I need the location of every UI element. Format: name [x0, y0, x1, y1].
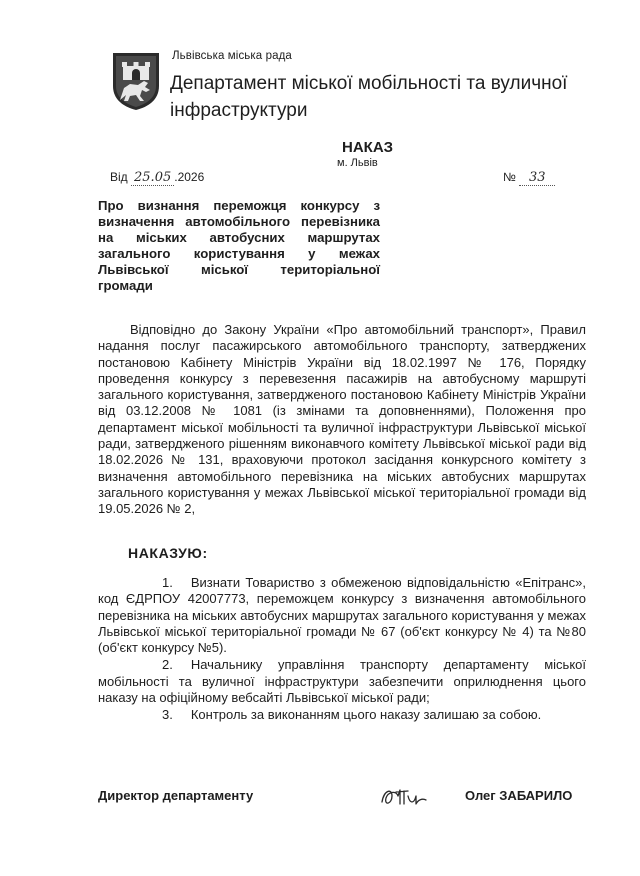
- date-year: .2026: [174, 170, 205, 184]
- signatory-name: Олег ЗАБАРИЛО: [465, 788, 573, 803]
- order-preamble: Відповідно до Закону України «Про автомобільний транспорт», Правил надання послуг пасажирського автомобільного транспорту, затверджених постановою Кабінету Міністрів України від 18.02.1997 № 176, Порядку проведення конкурсу з перевезення пасажирів на автобусному маршруті загального користування, затвердженого постановою Кабінету Міністрів України від 03.12.2008 № 1081 (із змінами та доповненнями), Положення про департамент міської мобільності та вуличної інфраструктури Львівської міської ради, затвердженого рішенням виконавчого комітету Львівської міської ради від 18.02.2026 № 131, враховуючи протокол засідання конкурсного комітету з визначення автомобільного перевізника на міських автобусних маршрутах загального користування у межах Львівської міської територіальної громади від 19.05.2026 № 2,: [98, 322, 586, 517]
- department-name: Департамент міської мобільності та вуличної інфраструктури: [170, 73, 568, 121]
- council-name: Львівська міська рада: [172, 50, 292, 62]
- order-item: [98, 575, 586, 656]
- number-prefix: №: [503, 170, 516, 184]
- date-prefix: Від: [110, 170, 128, 184]
- number-handwritten: 33: [519, 170, 555, 186]
- item-text: Визнати Товариство з обмеженою відповідальністю «Епітранс», код ЄДРПОУ 42007773, переможцем конкурсу з визначення автомобільного перевізника на міських автобусних маршрутах загального користування у межах Львівської міської територіальної громади № 67 (об'єкт конкурсу № 4) та №80 (об'єкт конкурсу №5).: [98, 575, 586, 656]
- order-number: [503, 170, 555, 186]
- order-items: [98, 575, 586, 724]
- item-text: Начальнику управління транспорту департаменту міської мобільності та вуличної інфраструктури забезпечити оприлюднення цього наказу на офіційному вебсайті Львівської міської ради;: [98, 657, 586, 706]
- order-city: м. Львів: [337, 157, 378, 169]
- item-number: 2.: [162, 657, 173, 673]
- handwritten-signature-icon: [378, 782, 430, 812]
- lviv-coat-of-arms-icon: [110, 50, 162, 112]
- order-directive: НАКАЗУЮ:: [128, 545, 208, 561]
- order-date: [110, 170, 204, 186]
- order-subject: Про визнання переможця конкурсу з визначення автомобільного перевізника на міських автобусних маршрутах загального користування у межах Львівської міської територіальної громади: [98, 198, 380, 293]
- order-item: [98, 657, 586, 706]
- item-number: 1.: [162, 575, 173, 590]
- item-number: 3.: [162, 707, 173, 723]
- order-item: [98, 707, 586, 723]
- signatory-role: Директор департаменту: [98, 788, 254, 803]
- date-handwritten: 25.05: [131, 170, 174, 186]
- order-title: НАКАЗ: [342, 139, 394, 156]
- item-text: Контроль за виконанням цього наказу залишаю за собою.: [190, 707, 542, 723]
